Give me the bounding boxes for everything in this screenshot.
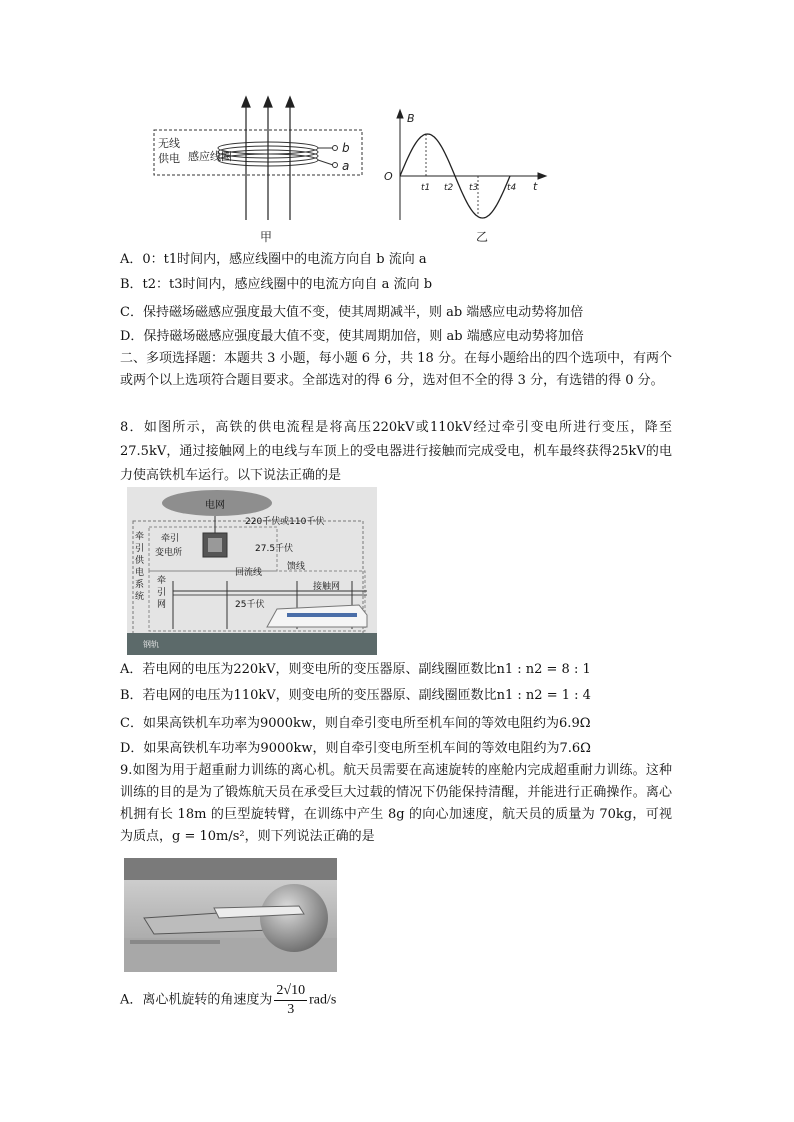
q8-option-c: C．如果高铁机车功率为9000kw，则自牵引变电所至机车间的等效电阻约为6.9Ω xyxy=(120,716,591,731)
terminal-b: b xyxy=(342,141,350,155)
feeder-label: 馈线 xyxy=(287,562,306,572)
fraction-numerator: 2√10 xyxy=(274,982,307,1001)
figure-jia-coil xyxy=(150,95,370,245)
tick-t2: t2 xyxy=(444,183,454,193)
tick-t3: t3 xyxy=(469,183,479,193)
tick-t1: t1 xyxy=(421,183,431,193)
net-label: 牵引网 xyxy=(157,576,167,610)
axis-t-label: t xyxy=(533,180,538,193)
kv275-label: 27.5千伏 xyxy=(255,544,294,554)
figure-traction-power-system xyxy=(127,487,377,655)
axis-b-label: B xyxy=(407,112,415,125)
q9-option-a xyxy=(120,982,336,1022)
figure-yi-graph xyxy=(380,108,550,245)
fraction-denominator: 3 xyxy=(287,1002,295,1017)
section-2-instructions: 二、多项选择题：本题共 3 小题，每小题 6 分，共 18 分。在每小题给出的四个选项中，有两个或两个以上选项符合题目要求。全部选对的得 6 分，选对但不全的得 3 分，有选错的得 0 分。 xyxy=(120,351,672,388)
kv25-label: 25千伏 xyxy=(235,600,265,610)
q7-option-d: D．保持磁场磁感应强度最大值不变，使其周期加倍，则 ab 端感应电动势将加倍 xyxy=(120,329,584,344)
tick-t4: t4 xyxy=(507,183,517,193)
q7-option-c: C．保持磁场磁感应强度最大值不变，使其周期减半，则 ab 端感应电动势将加倍 xyxy=(120,305,584,320)
q8-option-a: A．若电网的电压为220kV，则变电所的变压器原、副线圈匝数比n1 : n2 = 8 : 1 xyxy=(120,662,591,677)
substation-label-2: 变电所 xyxy=(155,548,183,558)
wireless-power-label: 无线 xyxy=(158,137,180,150)
return-line-label: 回流线 xyxy=(235,568,263,578)
wireless-power-label-2: 供电 xyxy=(158,152,180,165)
q9-option-a-unit: rad/s xyxy=(309,992,337,1008)
q9-stem: 9.如图为用于超重耐力训练的离心机。航天员需要在高速旋转的座舱内完成超重耐力训练。这种训练的目的是为了锻炼航天员在承受巨大过载的情况下仍能保持清醒，并能进行正确操作。离心机拥有长 18m 的巨型旋转臂，在训练中产生 8g 的向心加速度，航天员的质量为 70kg，可视为质点，g = 10m/s²，则下列说法正确的是 xyxy=(120,763,672,844)
centrifuge-photo xyxy=(124,858,337,972)
q9-option-a-prefix: A．离心机旋转的角速度为 xyxy=(120,992,273,1008)
caption-jia: 甲 xyxy=(260,230,273,244)
q7-option-b: B．t2：t3时间内，感应线圈中的电流方向自 a 流向 b xyxy=(120,277,433,292)
rail-label: 钢轨 xyxy=(143,640,159,649)
origin-label: O xyxy=(384,170,393,183)
grid-label: 电网 xyxy=(205,500,225,511)
coil-label: 感应线圈 xyxy=(188,150,232,163)
substation-label: 牵引 xyxy=(161,534,180,544)
angular-velocity-fraction xyxy=(274,982,307,1019)
q7-option-a: A．0：t1时间内，感应线圈中的电流方向自 b 流向 a xyxy=(120,252,427,267)
caption-yi: 乙 xyxy=(476,230,489,244)
terminal-a: a xyxy=(342,159,350,173)
q8-option-d: D．如果高铁机车功率为9000kw，则自牵引变电所至机车间的等效电阻约为7.6Ω xyxy=(120,741,591,756)
hv-label: 220千伏或110千伏 xyxy=(245,517,325,527)
catenary-label: 接触网 xyxy=(313,582,341,592)
q8-stem: 8．如图所示，高铁的供电流程是将高压220kV或110kV经过牵引变电所进行变压，降至27.5kV，通过接触网上的电线与车顶上的受电器进行接触而完成受电，机车最终获得25kV的电力使高铁机车运行。以下说法正确的是 xyxy=(120,420,672,483)
q8-option-b: B．若电网的电压为110kV，则变电所的变压器原、副线圈匝数比n1 : n2 = 1 : 4 xyxy=(120,688,591,703)
system-label: 牵引供电系统 xyxy=(135,532,145,602)
